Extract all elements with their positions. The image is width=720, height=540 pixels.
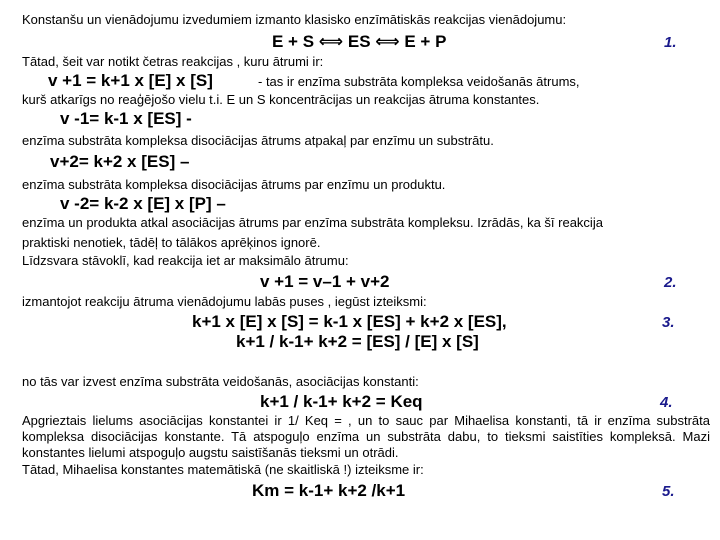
right-side-line: izmantojot reakciju ātruma vienādojumu labās puses , iegūst izteiksmi: <box>22 294 427 309</box>
equation-3b: k+1 / k-1+ k+2 = [ES] / [E] x [S] <box>236 332 479 351</box>
v-plus1-description: - tas ir enzīma substrāta kompleksa veidošanās ātrums, <box>258 74 580 89</box>
intro-line: Konstanšu un vienādojumu izvedumiem izmanto klasisko enzīmātiskās reakcijas vienādojumu: <box>22 12 567 27</box>
equation-2: v +1 = v–1 + v+2 <box>260 272 390 291</box>
v-minus2-equation: v -2= k-2 x [E] x [P] – <box>60 194 226 213</box>
v-plus1-description-cont: kurš atkarīgs no reaģējošo vielu t.i. E un S koncentrācijas un reakcijas ātruma konstantes. <box>22 92 540 107</box>
v-minus2-description: enzīma un produkta atkal asociācijas ātrums par enzīma substrāta kompleksu. Izrādās, ka šī reakcija <box>22 215 603 230</box>
equation-4-number: 4. <box>660 394 673 411</box>
michaelis-paragraph: Apgrieztais lielums asociācijas konstantei ir 1/ Keq = , un to sauc par Mihaelisa konstanti, tā ir enzīma substrāta kompleksa disociācijas konstante. Tā atspoguļo enzīma un substrāta dabu, to tieksmi saistīties kompleksā. Mazi konstantes lielumi atspoguļo augstu saistīšanās tieksmi un otrādi. <box>22 413 710 460</box>
v-minus2-description-cont: praktiski nenotiek, tādēļ to tālākos aprēķinos ignorē. <box>22 235 321 250</box>
equation-3: k+1 x [E] x [S] = k-1 x [ES] + k+2 x [ES], <box>192 312 507 331</box>
v-plus1-equation: v +1 = k+1 x [E] x [S] <box>48 71 213 90</box>
v-minus1-description: enzīma substrāta kompleksa disociācijas ātrums atpakaļ par enzīmu un substrātu. <box>22 133 494 148</box>
association-line: no tās var izvest enzīma substrāta veidošanās, asociācijas konstanti: <box>22 374 419 389</box>
equation-5-number: 5. <box>662 483 675 500</box>
equilibrium-line: Līdzsvara stāvoklī, kad reakcija iet ar maksimālo ātrumu: <box>22 253 349 268</box>
equation-1: E + S ⟺ ES ⟺ E + P <box>272 32 447 51</box>
equation-1-number: 1. <box>664 34 677 51</box>
equation-5: Km = k-1+ k+2 /k+1 <box>252 481 406 500</box>
michaelis-paragraph-last: Tātad, Mihaelisa konstantes matemātiskā (ne skaitliskā !) izteiksme ir: <box>22 462 424 477</box>
v-plus2-equation: v+2= k+2 x [ES] – <box>50 152 190 171</box>
four-reactions-line: Tātad, šeit var notikt četras reakcijas , kuru ātrumi ir: <box>22 54 324 69</box>
v-plus2-description: enzīma substrāta kompleksa disociācijas ātrums par enzīmu un produktu. <box>22 177 446 192</box>
equation-4: k+1 / k-1+ k+2 = Keq <box>260 392 423 411</box>
equation-3-number: 3. <box>662 314 675 331</box>
equation-2-number: 2. <box>664 274 677 291</box>
v-minus1-equation: v -1= k-1 x [ES] - <box>60 109 192 128</box>
